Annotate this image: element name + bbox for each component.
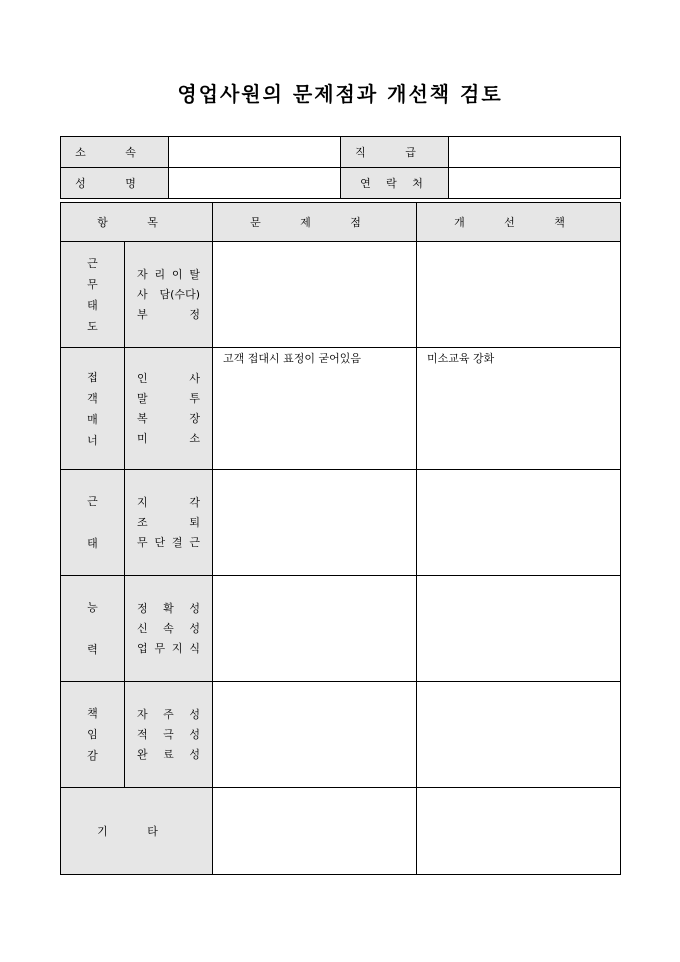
affiliation-field[interactable] xyxy=(169,137,341,168)
category-cell xyxy=(61,682,125,788)
category-char: 매 xyxy=(87,412,98,426)
item-text: 정 xyxy=(189,307,200,321)
item-text: 결 xyxy=(171,535,183,549)
section-row xyxy=(61,470,621,576)
item-text: 담(수다) xyxy=(159,287,200,301)
category-char: 근 xyxy=(87,495,98,508)
item-line xyxy=(137,265,200,285)
item-text: 자 xyxy=(137,707,148,721)
item-text: 지 xyxy=(137,495,148,509)
item-text: 극 xyxy=(163,727,174,741)
category-cell xyxy=(61,348,125,470)
problem-cell[interactable] xyxy=(213,242,417,348)
item-text: 무 xyxy=(137,535,148,549)
item-text: 조 xyxy=(137,515,148,529)
header-item: 항 목 xyxy=(61,203,213,242)
item-line xyxy=(137,285,200,305)
improvement-cell[interactable] xyxy=(417,242,621,348)
item-text: 확 xyxy=(163,601,174,615)
item-line xyxy=(137,305,200,325)
item-line xyxy=(137,389,200,409)
item-line xyxy=(137,513,200,533)
item-text: 장 xyxy=(189,411,200,425)
category-char: 도 xyxy=(87,319,98,333)
items-cell xyxy=(125,242,213,348)
item-line xyxy=(137,369,200,389)
item-text: 무 xyxy=(154,641,166,655)
etc-label: 기 타 xyxy=(61,788,213,875)
item-text: 소 xyxy=(189,431,200,445)
item-text: 각 xyxy=(189,495,200,509)
item-text: 지 xyxy=(171,641,183,655)
item-text: 탈 xyxy=(189,267,200,281)
item-text: 식 xyxy=(189,641,200,655)
item-text: 단 xyxy=(154,535,166,549)
category-cell xyxy=(61,470,125,576)
item-text: 성 xyxy=(189,727,200,741)
item-text: 성 xyxy=(189,747,200,761)
name-label: 성 명 xyxy=(61,168,169,199)
category-char: 태 xyxy=(87,537,98,550)
header-improvement: 개 선 책 xyxy=(417,203,621,242)
category-char: 책 xyxy=(87,707,98,720)
section-row xyxy=(61,348,621,470)
item-line xyxy=(137,493,200,513)
item-text: 정 xyxy=(137,601,148,615)
item-text: 사 xyxy=(137,287,148,301)
category-char: 근 xyxy=(87,256,98,270)
section-row xyxy=(61,576,621,682)
rank-field[interactable] xyxy=(449,137,621,168)
item-text: 성 xyxy=(189,601,200,615)
item-line xyxy=(137,429,200,449)
contact-label: 연 락 처 xyxy=(341,168,449,199)
item-text: 적 xyxy=(137,727,148,741)
item-line xyxy=(137,639,200,659)
review-table xyxy=(60,202,621,875)
affiliation-label: 소 속 xyxy=(61,137,169,168)
name-field[interactable] xyxy=(169,168,341,199)
item-text: 말 xyxy=(137,391,148,405)
info-table xyxy=(60,136,621,199)
item-text: 근 xyxy=(189,535,200,549)
item-line xyxy=(137,705,200,725)
item-text: 퇴 xyxy=(189,515,200,529)
item-text: 자 xyxy=(137,267,148,281)
category-char: 너 xyxy=(87,433,98,447)
item-text: 성 xyxy=(189,707,200,721)
item-line xyxy=(137,619,200,639)
item-text: 미 xyxy=(137,431,148,445)
etc-problem-cell[interactable] xyxy=(213,788,417,875)
category-char: 객 xyxy=(87,391,98,405)
item-text: 성 xyxy=(189,621,200,635)
items-cell xyxy=(125,576,213,682)
item-text: 주 xyxy=(163,707,174,721)
item-line xyxy=(137,745,200,765)
improvement-cell[interactable] xyxy=(417,470,621,576)
item-text: 복 xyxy=(137,411,148,425)
item-line xyxy=(137,409,200,429)
contact-field[interactable] xyxy=(449,168,621,199)
rank-label: 직 급 xyxy=(341,137,449,168)
improvement-cell[interactable]: 미소교육 강화 xyxy=(417,348,621,470)
section-row xyxy=(61,242,621,348)
problem-cell[interactable]: 고객 접대시 표정이 굳어있음 xyxy=(213,348,417,470)
category-char xyxy=(61,618,124,639)
problem-cell[interactable] xyxy=(213,470,417,576)
item-text: 신 xyxy=(137,621,148,635)
page-title: 영업사원의 문제점과 개선책 검토 xyxy=(177,82,503,106)
item-text: 속 xyxy=(163,621,174,635)
item-line xyxy=(137,725,200,745)
category-char: 력 xyxy=(87,643,98,656)
item-line xyxy=(137,533,200,553)
etc-improvement-cell[interactable] xyxy=(417,788,621,875)
category-char: 접 xyxy=(87,370,98,384)
category-char: 임 xyxy=(87,728,98,741)
items-cell xyxy=(125,682,213,788)
items-cell xyxy=(125,470,213,576)
items-cell xyxy=(125,348,213,470)
section-rows xyxy=(61,242,621,788)
category-char: 감 xyxy=(87,749,98,762)
item-line xyxy=(137,599,200,619)
header-problem: 문 제 점 xyxy=(213,203,417,242)
item-text: 사 xyxy=(189,371,200,385)
section-row xyxy=(61,682,621,788)
item-text: 인 xyxy=(137,371,148,385)
item-text: 완 xyxy=(137,747,148,761)
item-text: 투 xyxy=(189,391,200,405)
category-char: 능 xyxy=(87,601,98,614)
category-char: 무 xyxy=(87,277,98,291)
category-cell xyxy=(61,576,125,682)
category-char xyxy=(61,512,124,533)
category-cell xyxy=(61,242,125,348)
item-text: 료 xyxy=(163,747,174,761)
category-char: 태 xyxy=(87,298,98,312)
item-text: 리 xyxy=(154,267,166,281)
item-text: 업 xyxy=(137,641,148,655)
improvement-cell[interactable] xyxy=(417,576,621,682)
problem-cell[interactable] xyxy=(213,682,417,788)
item-text: 부 xyxy=(137,307,148,321)
improvement-cell[interactable] xyxy=(417,682,621,788)
problem-cell[interactable] xyxy=(213,576,417,682)
item-text: 이 xyxy=(171,267,183,281)
